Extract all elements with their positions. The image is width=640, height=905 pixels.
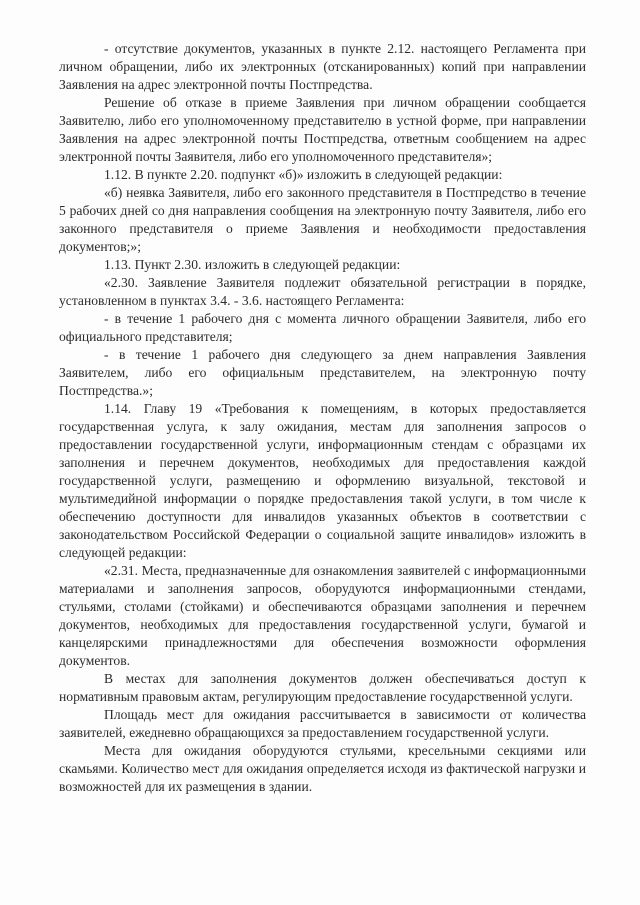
paragraph-refusal-decision: Решение об отказе в приеме Заявления при личном обращении сообщается Заявителю, либо его уполномоченному представителю в устной форме, при направлении Заявления на адрес электронной почты Постпредства, ответным сообщением на адрес электронной почты Заявителя, либо его уполномоченного представителя»; [59,95,586,164]
paragraph-waiting-area-size: Площадь мест для ожидания рассчитывается в зависимости от количества заявителей, ежедневно обращающихся за предоставлением государственной услуги. [59,707,586,740]
paragraph-1-13-heading: 1.13. Пункт 2.30. изложить в следующей редакции: [104,257,401,272]
paragraph-email-term: - в течение 1 рабочего дня следующего за днем направления Заявления Заявителем, либо его официальным представителем, на электронную почту Постпредства.»; [59,347,586,398]
paragraph-1-12-heading: 1.12. В пункте 2.20. подпункт «б)» изложить в следующей редакции: [104,167,503,182]
document-body [59,40,586,796]
paragraph-2-31: «2.31. Места, предназначенные для ознакомления заявителей с информационными материалами и заполнения запросов, оборудуются информационными стендами, стульями, столами (стойками) и обеспечиваются образцами заполнения и перечнем документов, необходимых для предоставления государственной услуги, бумагой и канцелярскими принадлежностями для обеспечения возможности оформления документов. [59,563,586,668]
paragraph-subitem-b: «б) неявка Заявителя, либо его законного представителя в Постпредство в течение 5 рабочих дней со дня направления сообщения на электронную почту Заявителя, либо его законного представителя о приеме Заявления и необходимости предоставления документов;»; [59,185,586,254]
paragraph-absence-of-documents: - отсутствие документов, указанных в пункте 2.12. настоящего Регламента при личном обращении, либо их электронных (отсканированных) копий при направлении Заявления на адрес электронной почты Постпредства. [59,41,586,92]
paragraph-1-14-chapter-19: 1.14. Главу 19 «Требования к помещениям, в которых предоставляется государственная услуга, к залу ожидания, местам для заполнения запросов о предоставлении государственной услуги, информационным стендам с образцами их заполнения и перечнем документов, необходимых для предоставления каждой государственной услуги, размещению и оформлению визуальной, текстовой и мультимедийной информации о порядке предоставления такой услуги, в том числе к обеспечению доступности для инвалидов указанных объектов в соответствии с законодательством Российской Федерации о социальной защите инвалидов» изложить в следующей редакции: [59,401,586,560]
paragraph-waiting-area-equipment: Места для ожидания оборудуются стульями, кресельными секциями или скамьями. Количество мест для ожидания определяется исходя из фактической нагрузки и возможностей для их размещения в здании. [59,743,586,794]
paragraph-2-30: «2.30. Заявление Заявителя подлежит обязательной регистрации в порядке, установленном в пунктах 3.4. - 3.6. настоящего Регламента: [59,275,586,308]
paragraph-personal-appeal-term: - в течение 1 рабочего дня с момента личного обращении Заявителя, либо его официального представителя; [59,311,586,344]
paragraph-document-filling-places: В местах для заполнения документов должен обеспечиваться доступ к нормативным правовым актам, регулирующим предоставление государственной услуги. [59,671,586,704]
